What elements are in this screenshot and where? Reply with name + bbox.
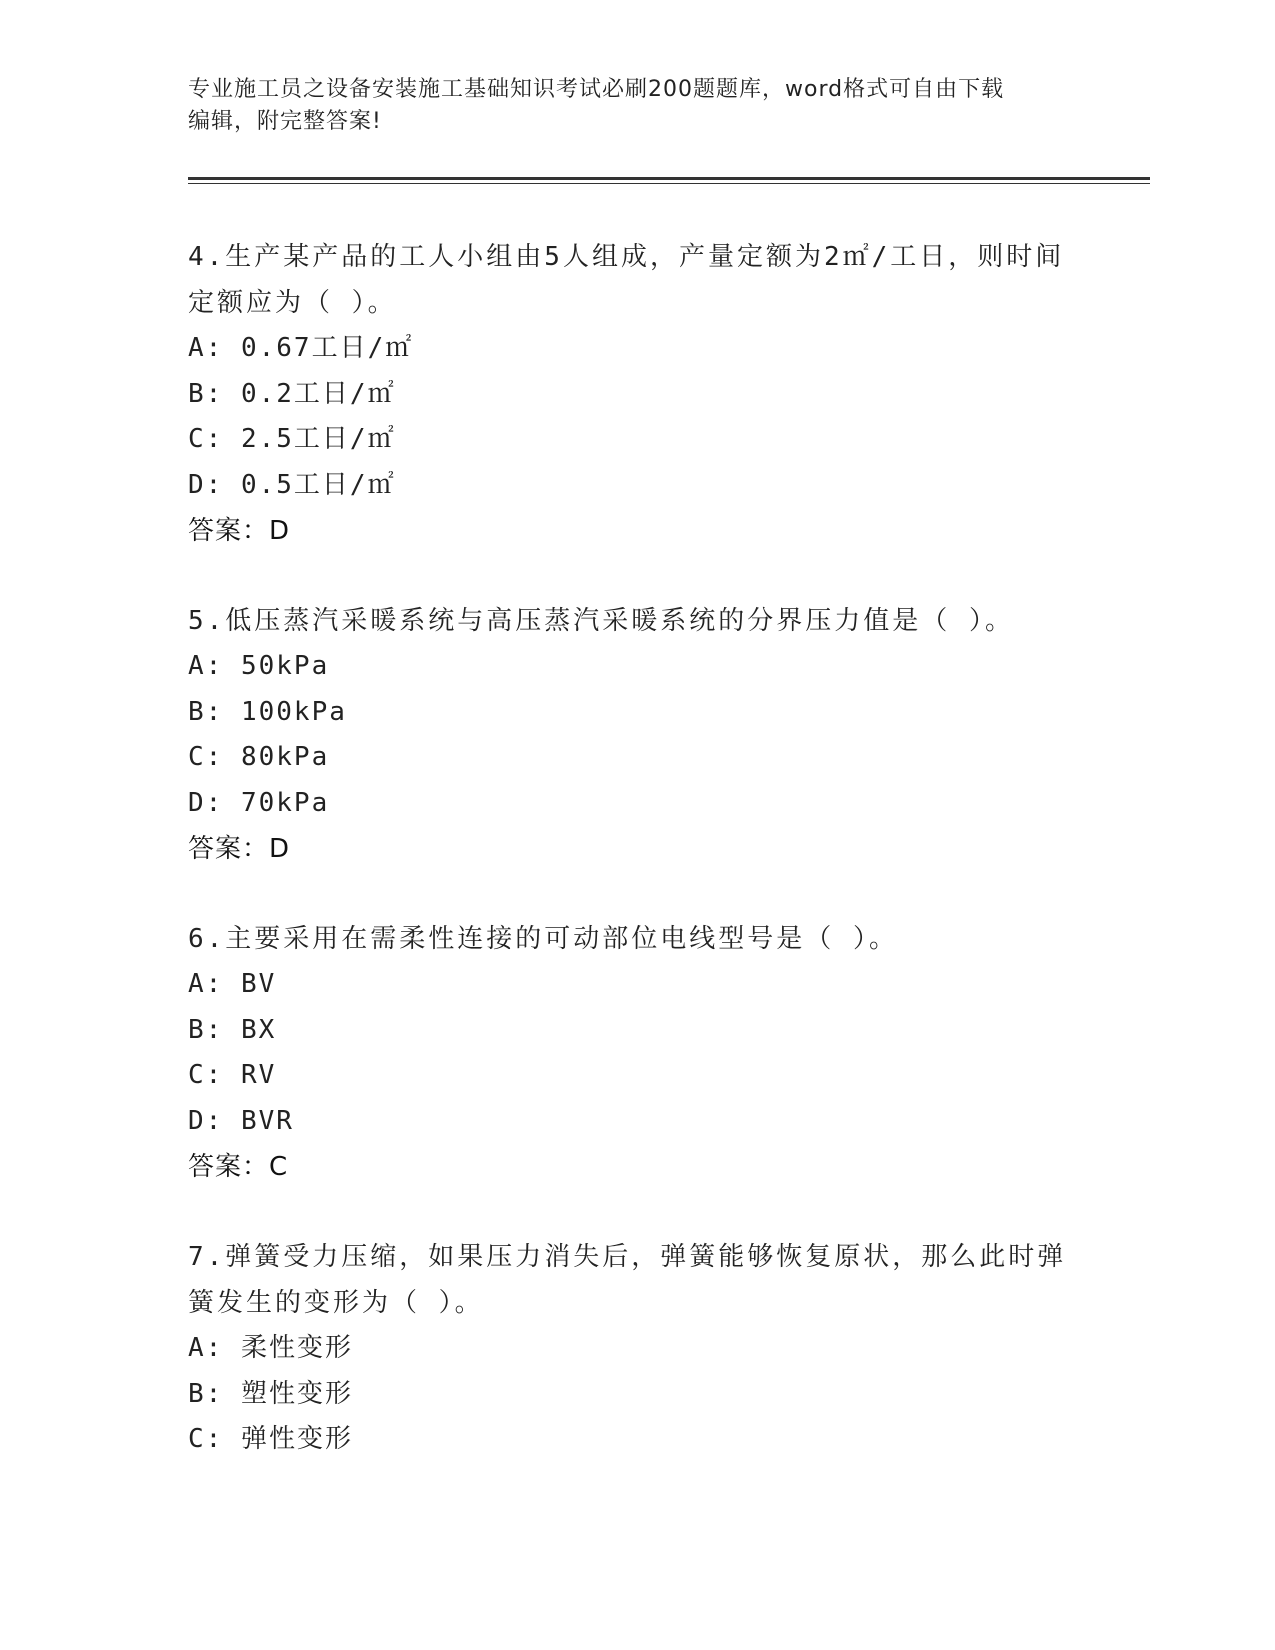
header-title-line-1: 专业施工员之设备安装施工基础知识考试必刷200题题库，word格式可自由下载 bbox=[188, 77, 1005, 102]
option-d: D: 70kPa bbox=[188, 787, 330, 818]
header-title-line-2: 编辑，附完整答案! bbox=[188, 109, 382, 134]
header-divider-thin bbox=[188, 183, 1150, 184]
option-b: B: 100kPa bbox=[188, 696, 347, 727]
question-stem bbox=[188, 598, 1068, 644]
option-a: A: 0.67工日/㎡ bbox=[188, 333, 414, 363]
option-a: A: 柔性变形 bbox=[188, 1333, 353, 1363]
option-b: B: 0.2工日/㎡ bbox=[188, 378, 396, 409]
option-a: A: BV bbox=[188, 969, 277, 999]
question-4 bbox=[188, 234, 1068, 554]
option-d: D: BVR bbox=[188, 1105, 294, 1136]
question-stem bbox=[188, 234, 1068, 326]
option-c: C: 80kPa bbox=[188, 742, 330, 772]
question-stem-line: 7.弹簧受力压缩，如果压力消失后，弹簧能够恢复原状，那么此时弹 bbox=[188, 1242, 1067, 1272]
option-b: B: BX bbox=[188, 1014, 277, 1045]
option-c: C: RV bbox=[188, 1060, 277, 1090]
question-stem bbox=[188, 1234, 1068, 1326]
option-a: A: 50kPa bbox=[188, 651, 330, 681]
question-6 bbox=[188, 916, 1068, 1190]
question-5 bbox=[188, 598, 1068, 872]
answer-line: 答案：D bbox=[188, 834, 291, 864]
question-list bbox=[188, 234, 1068, 1507]
option-d: D: 0.5工日/㎡ bbox=[188, 469, 396, 500]
question-stem-line: 簧发生的变形为（ ）。 bbox=[188, 1288, 484, 1318]
question-stem-line: 定额应为（ ）。 bbox=[188, 288, 397, 318]
answer-line: 答案：C bbox=[188, 1152, 289, 1182]
answer-line: 答案：D bbox=[188, 516, 291, 546]
question-stem-line: 4.生产某产品的工人小组由5人组成，产量定额为2㎡/工日，则时间 bbox=[188, 242, 1065, 272]
header-divider-thick bbox=[188, 177, 1150, 180]
option-b: B: 塑性变形 bbox=[188, 1378, 353, 1409]
question-7 bbox=[188, 1234, 1068, 1463]
question-stem bbox=[188, 916, 1068, 962]
option-c: C: 弹性变形 bbox=[188, 1424, 353, 1454]
question-stem-line: 5.低压蒸汽采暖系统与高压蒸汽采暖系统的分界压力值是（ ）。 bbox=[188, 606, 1014, 636]
option-c: C: 2.5工日/㎡ bbox=[188, 424, 396, 454]
question-stem-line: 6.主要采用在需柔性连接的可动部位电线型号是（ ）。 bbox=[188, 924, 898, 954]
document-header bbox=[188, 74, 1068, 138]
